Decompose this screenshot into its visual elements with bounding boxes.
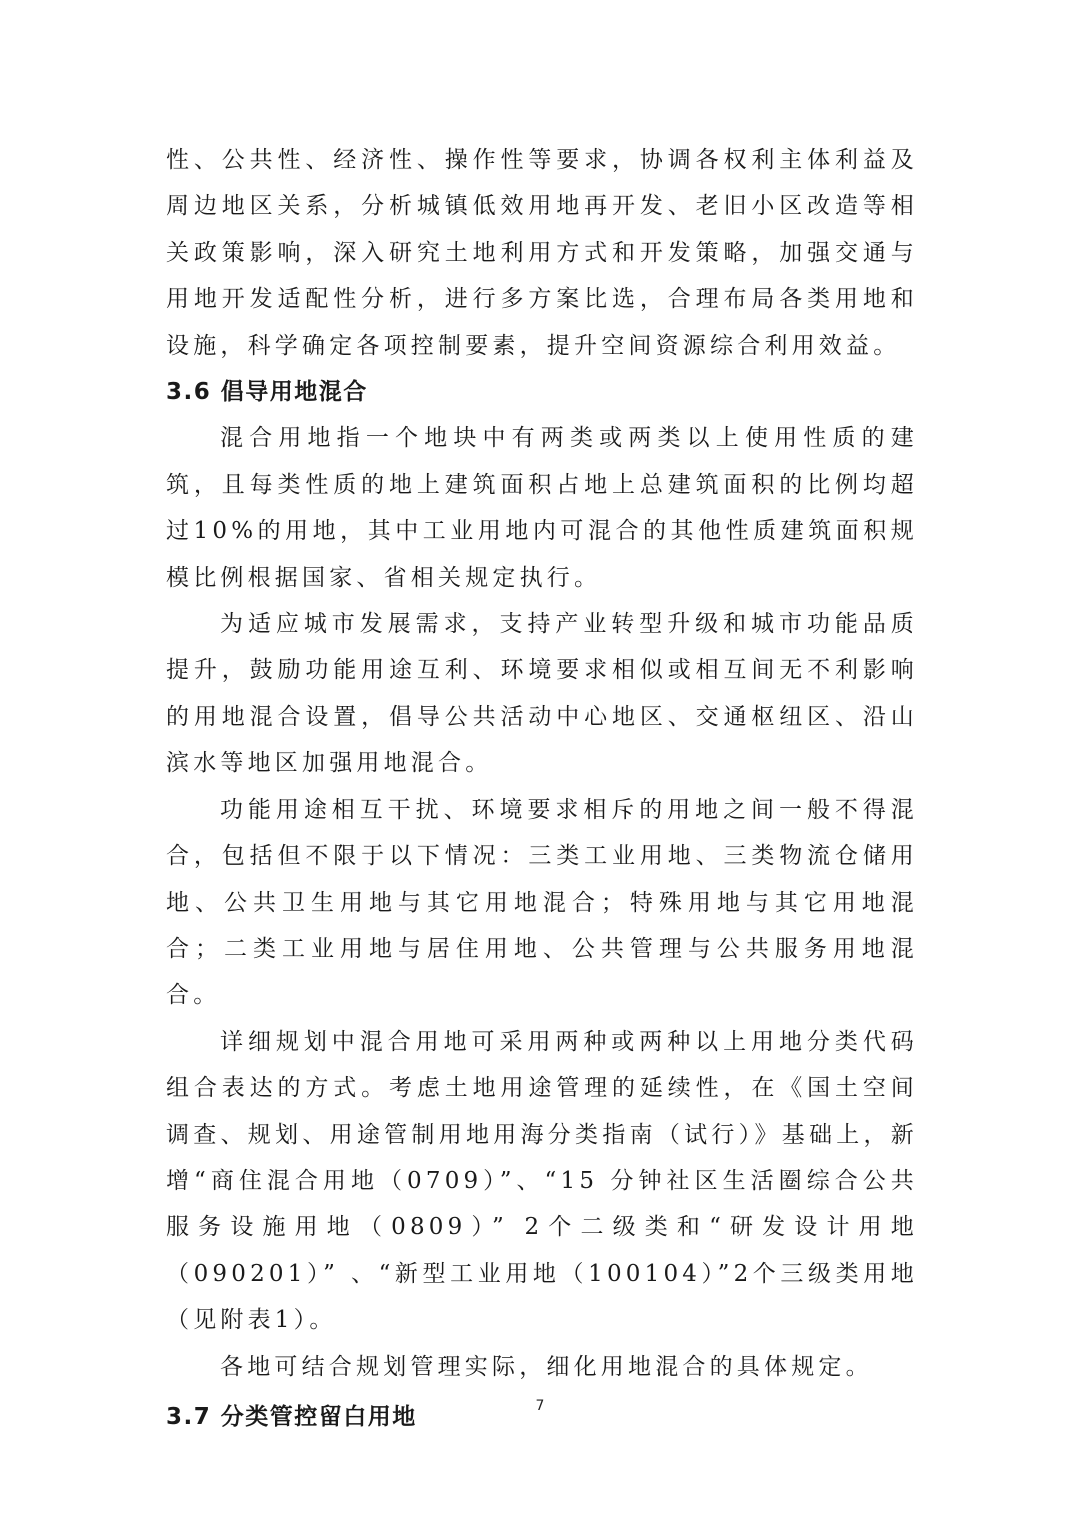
paragraph-local-rules: 各地可结合规划管理实际，细化用地混合的具体规定。 <box>220 1353 873 1380</box>
section-heading-3-7: 3.7 分类管控留白用地 <box>166 1403 417 1430</box>
paragraph-mixed-land-encouragement: 为适应城市发展需求，支持产业转型升级和城市功能品质提升，鼓励功能用途互利、环境要求相似或相互间无不利影响的用地混合设置，倡导公共活动中心地区、交通枢纽区、沿山滨水等地区加强用地混合。 <box>166 611 918 777</box>
page-number: 7 <box>535 1398 545 1414</box>
paragraph-mixed-land-restrictions: 功能用途相互干扰、环境要求相斥的用地之间一般不得混合，包括但不限于以下情况：三类工业用地、三类物流仓储用地、公共卫生用地与其它用地混合；特殊用地与其它用地混合；二类工业用地与居住用地、公共管理与公共服务用地混合。 <box>166 796 918 1009</box>
paragraph-mixed-land-definition: 混合用地指一个地块中有两类或两类以上使用性质的建筑，且每类性质的地上建筑面积占地上总建筑面积的比例均超过10%的用地，其中工业用地内可混合的其他性质建筑面积规模比例根据国家、省相关规定执行。 <box>166 425 918 591</box>
paragraph-mixed-land-codes: 详细规划中混合用地可采用两种或两种以上用地分类代码组合表达的方式。考虑土地用途管理的延续性，在《国土空间调查、规划、用途管制用地用海分类指南（试行）》基础上，新增“商住混合用地（0709）”、“15 分钟社区生活圈综合公共服务设施用地（0809）” 2个二级类和“研发设计用地（090201）” 、“新型工业用地（100104）”2个三级类用地（见附表1）。 <box>166 1028 918 1334</box>
page-body <box>166 137 918 1440</box>
section-heading-3-6: 3.6 倡导用地混合 <box>166 379 368 406</box>
paragraph-continuation: 性、公共性、经济性、操作性等要求，协调各权利主体利益及周边地区关系，分析城镇低效用地再开发、老旧小区改造等相关政策影响，深入研究土地利用方式和开发策略，加强交通与用地开发适配性分析，进行多方案比选，合理布局各类用地和设施，科学确定各项控制要素，提升空间资源综合利用效益。 <box>166 147 918 359</box>
